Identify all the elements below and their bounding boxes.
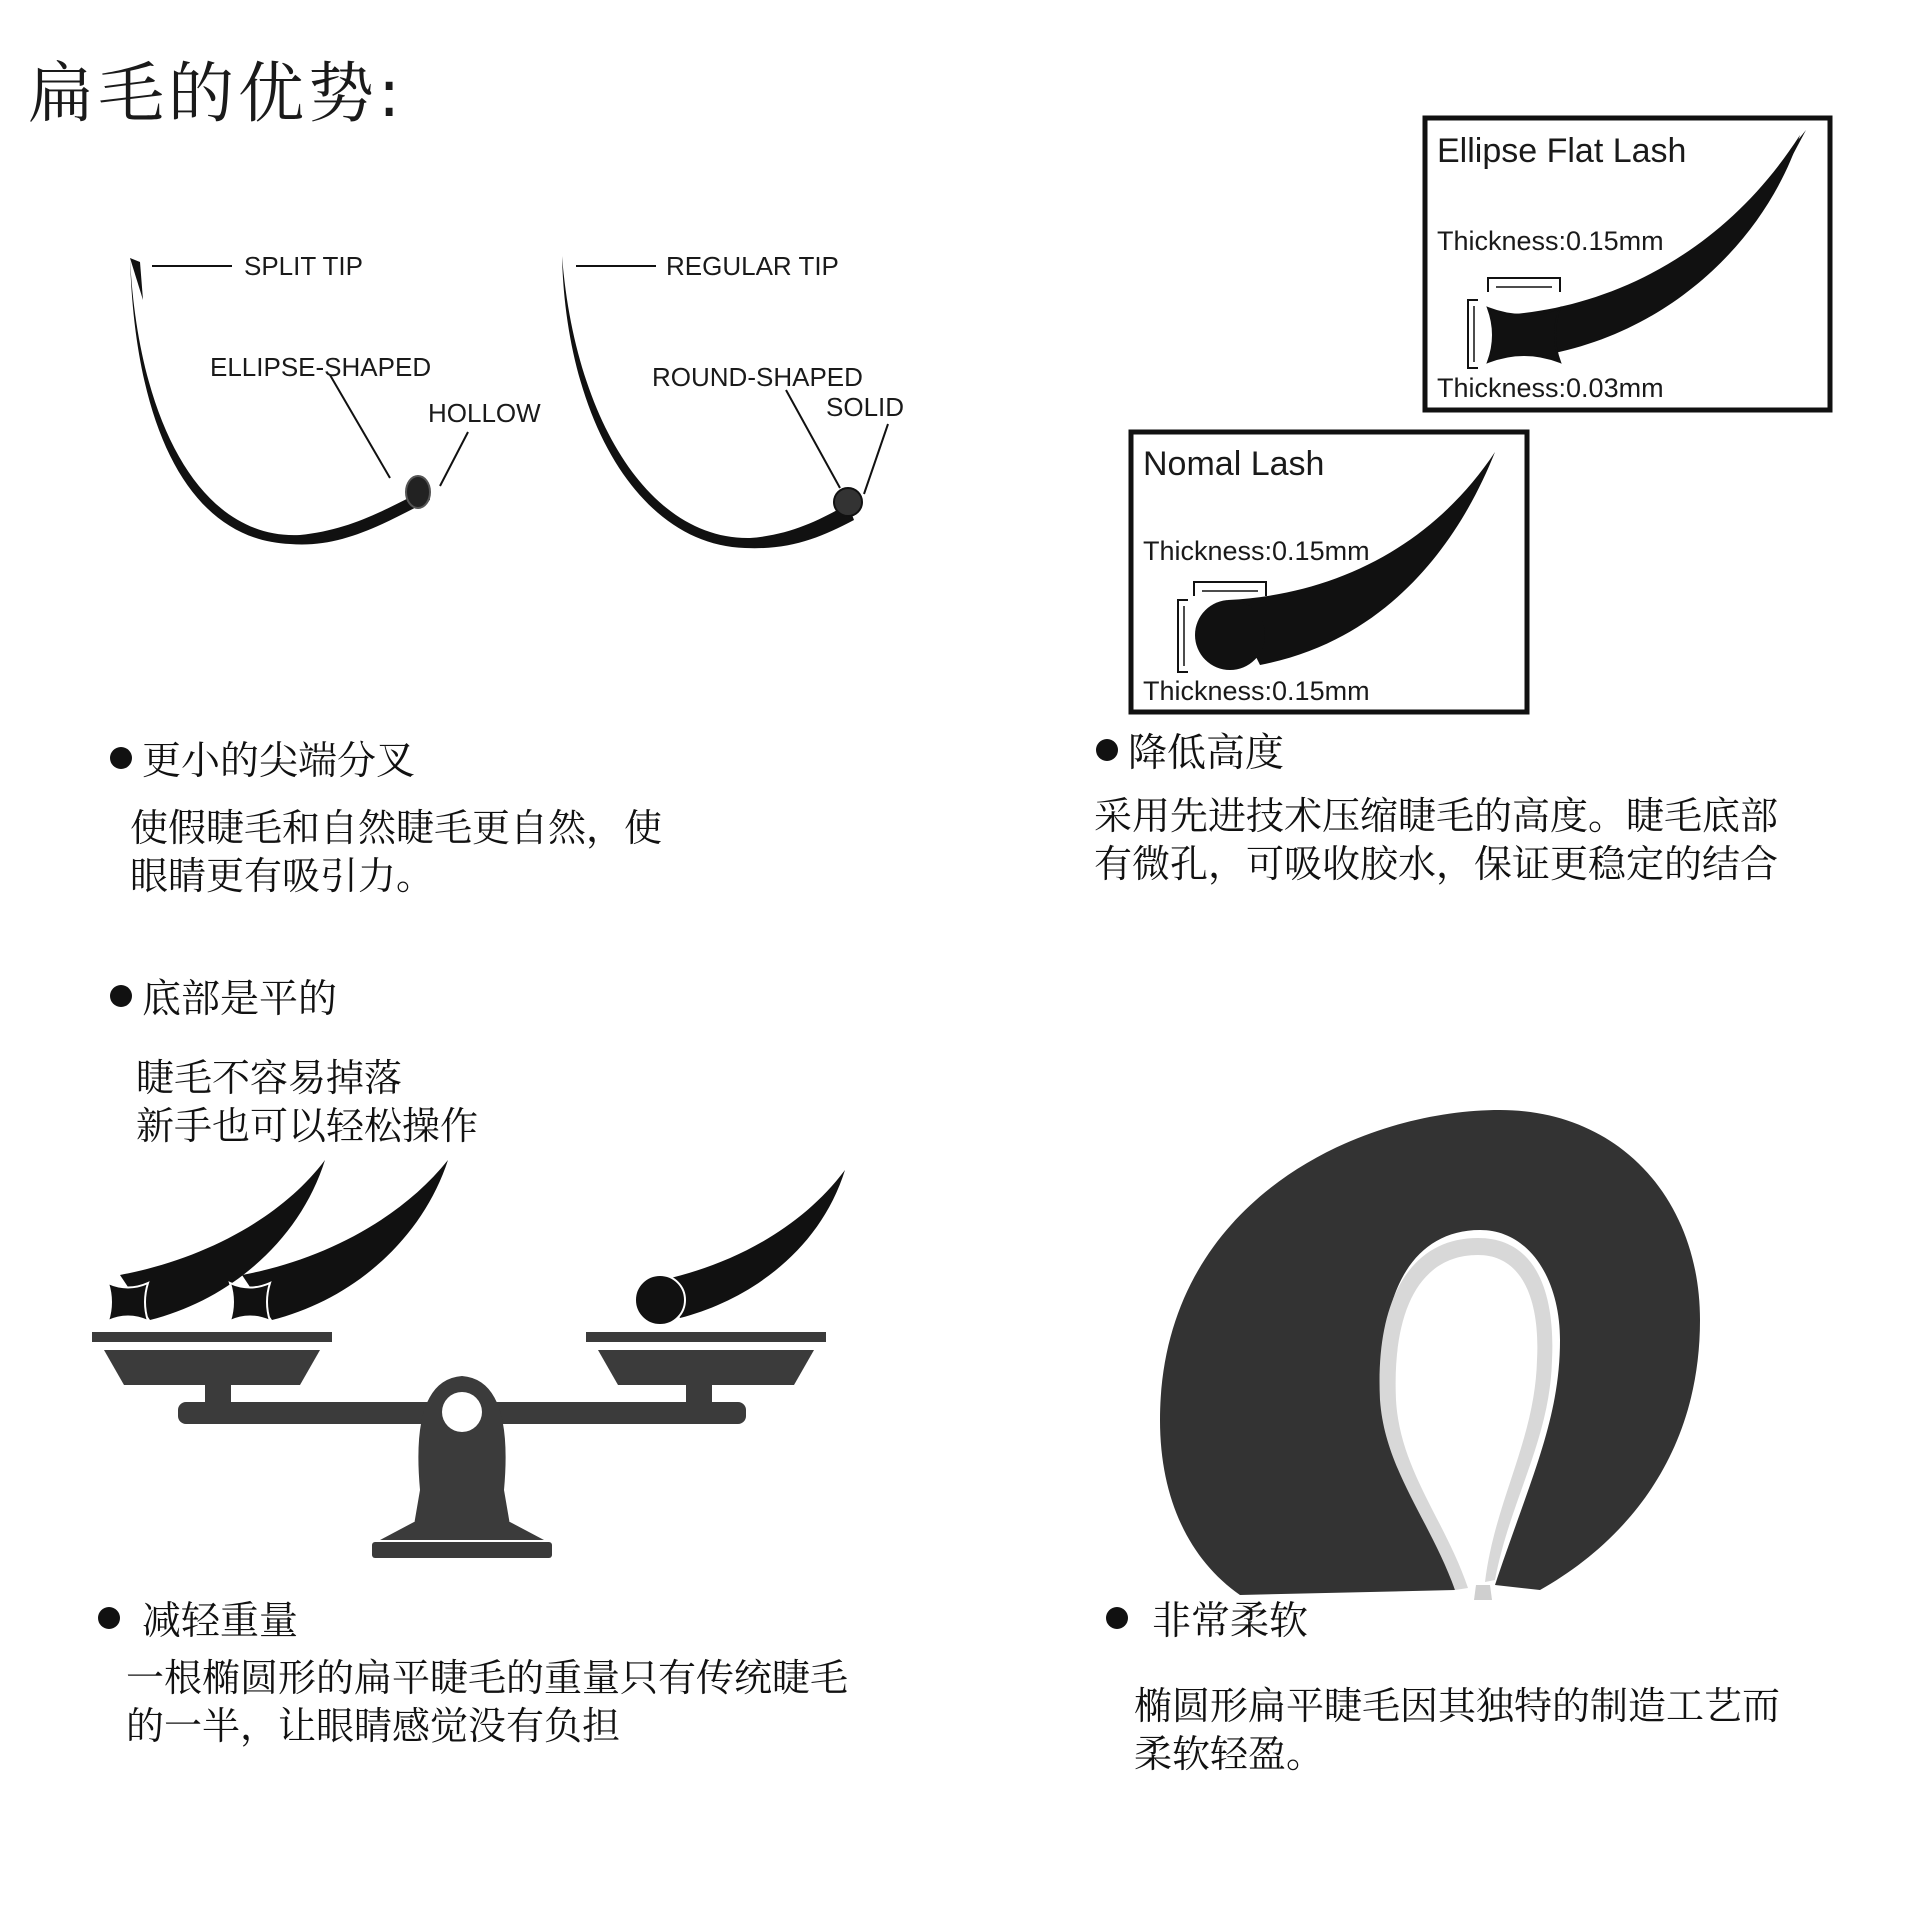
scale-base [380,1522,544,1540]
feature-very-soft [1106,1590,1780,1778]
ellipse-box-title: Ellipse Flat Lash [1437,132,1687,170]
bullet-icon [98,1607,120,1629]
feature-lower-height [1096,722,1778,888]
ellipse-shaped-leader [330,375,390,478]
solid-label: SOLID [826,392,905,422]
ellipse-flat-lash-box [1425,118,1830,410]
hollow-leader [440,432,468,486]
regular-tip-lash-curve [562,256,854,548]
right-round-lash [662,1170,845,1318]
feature-lower-height-line-1: 采用先进技术压缩睫毛的高度。睫毛底部 [1094,794,1779,838]
right-pan-rim [586,1332,826,1342]
feature-lighter-weight [98,1590,848,1750]
feature-flat-base-line-1: 睫毛不容易掉落 [136,1056,403,1100]
ellipse-section-icon [406,476,430,508]
feature-lighter-weight-line-2: 的一半，让眼睛感觉没有负担 [126,1704,621,1748]
feature-lower-height-line-2: 有微孔，可吸收胶水，保证更稳定的结合 [1094,842,1779,886]
regular-tip-lash-diagram [562,251,904,548]
scale-foot [372,1542,552,1558]
normal-lash-box [1131,432,1527,712]
feature-very-soft-heading: 非常柔软 [1152,1599,1309,1644]
feature-very-soft-line-2: 柔软轻盈。 [1134,1732,1325,1776]
split-tip-lash-diagram [130,251,541,544]
lash-strip-photo [1160,1110,1700,1600]
solid-leader [864,424,888,494]
split-tip-label: SPLIT TIP [244,251,363,281]
left-pan-bowl [104,1350,320,1385]
hollow-label: HOLLOW [428,398,541,428]
feature-split-tip-line-1: 使假睫毛和自然睫毛更自然，使 [130,806,663,850]
normal-cross-section-icon [1195,600,1265,670]
left-flat-lash-2-section-icon [230,1283,270,1321]
feature-split-tip-line-2: 眼睛更有吸引力。 [130,854,435,898]
feature-flat-base [110,968,478,1150]
ellipse-height-thickness: Thickness:0.03mm [1437,373,1664,403]
feature-lighter-weight-heading: 减轻重量 [142,1599,299,1644]
feature-lighter-weight-line-1: 一根椭圆形的扁平睫毛的重量只有传统睫毛 [126,1656,849,1700]
scale-pivot [442,1392,482,1432]
left-pan-rim [92,1332,332,1342]
feature-lower-height-heading: 降低高度 [1128,731,1285,776]
page-title: 扁毛的优势: [28,55,405,132]
split-tip-lash-curve [130,258,430,544]
normal-width-thickness: Thickness:0.15mm [1143,536,1370,566]
regular-tip-label: REGULAR TIP [666,251,839,281]
normal-height-thickness: Thickness:0.15mm [1143,676,1370,706]
feature-split-tip-heading: 更小的尖端分叉 [142,739,416,784]
round-section-icon [834,488,862,516]
feature-very-soft-line-1: 椭圆形扁平睫毛因其独特的制造工艺而 [1134,1684,1781,1728]
bullet-icon [1106,1607,1128,1629]
balance-scale [92,1160,845,1558]
bullet-icon [1096,739,1118,761]
normal-box-title: Nomal Lash [1143,445,1325,483]
round-shaped-label: ROUND-SHAPED [652,362,863,392]
feature-flat-base-line-2: 新手也可以轻松操作 [136,1104,479,1148]
ellipse-shaped-label: ELLIPSE-SHAPED [210,352,432,382]
feature-flat-base-heading: 底部是平的 [142,977,338,1022]
left-flat-lash-1-section-icon [108,1283,148,1321]
ellipse-cross-section-icon [1488,308,1560,362]
ellipse-width-thickness: Thickness:0.15mm [1437,226,1664,256]
bullet-icon [110,747,132,769]
right-pan-bowl [598,1350,814,1385]
bullet-icon [110,985,132,1007]
right-round-lash-section-icon [635,1275,685,1325]
feature-split-tip [110,730,662,900]
